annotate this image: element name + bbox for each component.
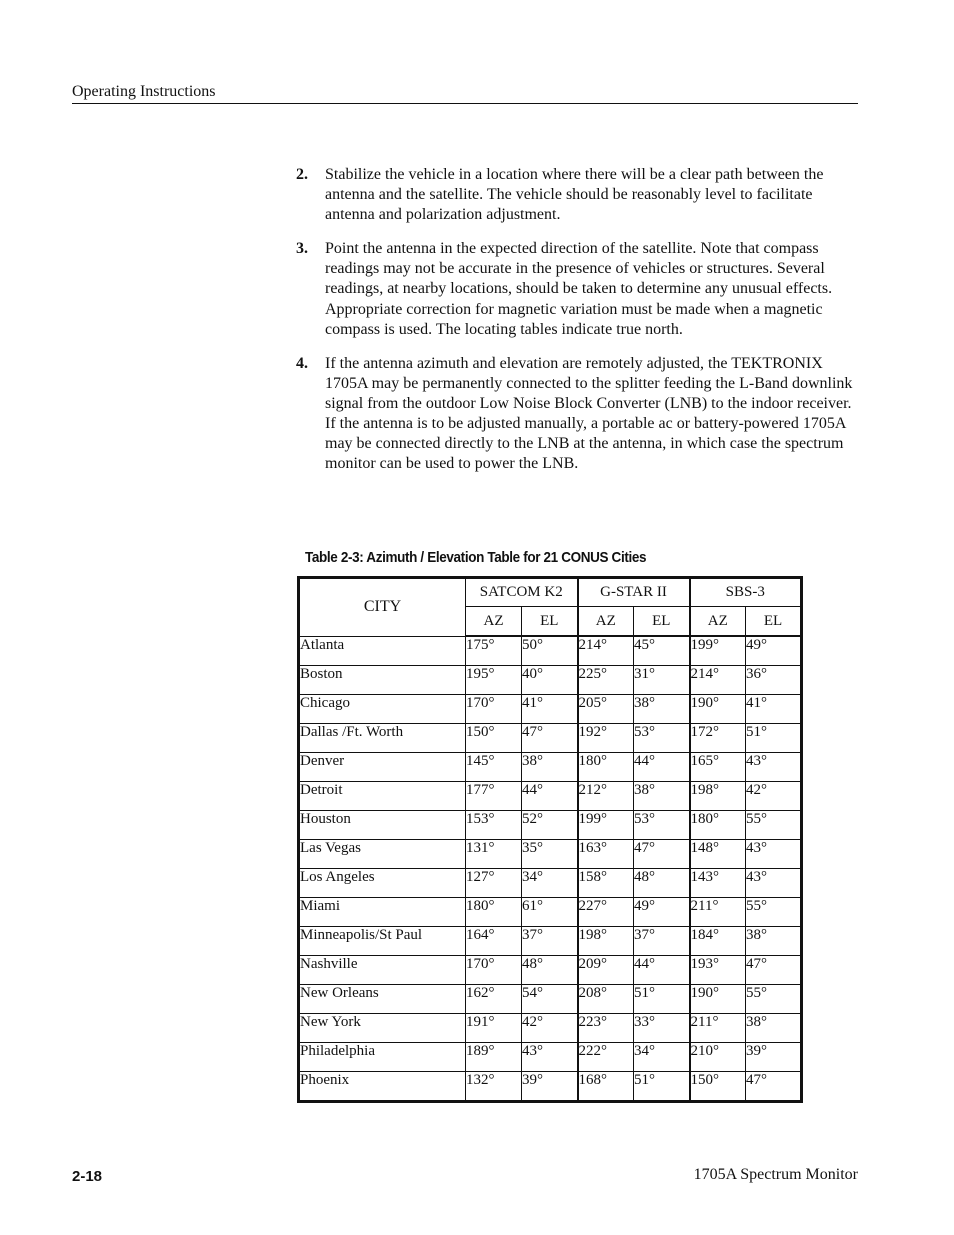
step-item xyxy=(296,354,862,475)
satellite-group-header: SATCOM K2 xyxy=(466,578,578,607)
table-row xyxy=(299,694,802,723)
azimuth-cell: 170° xyxy=(466,955,522,984)
azimuth-cell: 192° xyxy=(578,723,634,752)
table-row xyxy=(299,665,802,694)
city-cell: Dallas /Ft. Worth xyxy=(299,723,466,752)
azimuth-cell: 143° xyxy=(690,868,746,897)
table-row xyxy=(299,752,802,781)
azimuth-cell: 208° xyxy=(578,984,634,1013)
azimuth-cell: 162° xyxy=(466,984,522,1013)
elevation-cell: 48° xyxy=(634,868,690,897)
table-row xyxy=(299,984,802,1013)
running-header xyxy=(72,82,858,104)
azimuth-cell: 191° xyxy=(466,1013,522,1042)
elevation-cell: 47° xyxy=(522,723,578,752)
elevation-cell: 43° xyxy=(522,1042,578,1071)
page-number: 2-18 xyxy=(72,1168,103,1185)
az-header: AZ xyxy=(690,607,746,637)
azimuth-cell: 163° xyxy=(578,839,634,868)
azimuth-cell: 170° xyxy=(466,694,522,723)
azimuth-cell: 198° xyxy=(578,926,634,955)
elevation-cell: 47° xyxy=(746,955,802,984)
azimuth-cell: 164° xyxy=(466,926,522,955)
elevation-cell: 38° xyxy=(522,752,578,781)
elevation-cell: 41° xyxy=(522,694,578,723)
azimuth-cell: 150° xyxy=(690,1071,746,1101)
step-text: Stabilize the vehicle in a location where there will be a clear path between the antenna and the satellite. The vehicle should be reasonably level to facilitate antenna and polarization adjustment. xyxy=(325,166,824,224)
elevation-cell: 53° xyxy=(634,723,690,752)
city-cell: Phoenix xyxy=(299,1071,466,1101)
azimuth-cell: 180° xyxy=(578,752,634,781)
elevation-cell: 33° xyxy=(634,1013,690,1042)
elevation-cell: 38° xyxy=(746,1013,802,1042)
azimuth-cell: 180° xyxy=(690,810,746,839)
elevation-cell: 49° xyxy=(746,636,802,665)
city-column-header: CITY xyxy=(299,578,466,637)
elevation-cell: 55° xyxy=(746,984,802,1013)
elevation-cell: 51° xyxy=(746,723,802,752)
azimuth-cell: 177° xyxy=(466,781,522,810)
azimuth-cell: 131° xyxy=(466,839,522,868)
city-cell: Chicago xyxy=(299,694,466,723)
elevation-cell: 51° xyxy=(634,1071,690,1101)
table-row xyxy=(299,1042,802,1071)
elevation-cell: 36° xyxy=(746,665,802,694)
city-cell: New York xyxy=(299,1013,466,1042)
table-row xyxy=(299,781,802,810)
azimuth-cell: 175° xyxy=(466,636,522,665)
azimuth-cell: 223° xyxy=(578,1013,634,1042)
elevation-cell: 40° xyxy=(522,665,578,694)
step-number: 3. xyxy=(296,240,308,258)
elevation-cell: 44° xyxy=(634,955,690,984)
azimuth-cell: 158° xyxy=(578,868,634,897)
elevation-cell: 35° xyxy=(522,839,578,868)
azimuth-cell: 199° xyxy=(690,636,746,665)
elevation-cell: 49° xyxy=(634,897,690,926)
elevation-cell: 43° xyxy=(746,868,802,897)
city-cell: Las Vegas xyxy=(299,839,466,868)
azimuth-cell: 165° xyxy=(690,752,746,781)
city-cell: Detroit xyxy=(299,781,466,810)
azimuth-cell: 211° xyxy=(690,897,746,926)
az-header: AZ xyxy=(578,607,634,637)
azimuth-elevation-table xyxy=(297,576,803,1103)
city-cell: Houston xyxy=(299,810,466,839)
azimuth-cell: 189° xyxy=(466,1042,522,1071)
table-row xyxy=(299,810,802,839)
azimuth-cell: 225° xyxy=(578,665,634,694)
elevation-cell: 51° xyxy=(634,984,690,1013)
satellite-group-header: G-STAR II xyxy=(578,578,690,607)
step-text: Point the antenna in the expected direction of the satellite. Note that compass readings may not be accurate in the presence of vehicles or structures. Several readings, at nearby locations, should be taken to determine any unusual effects. Appropriate correction for magnetic variation must be made when a magnetic compass is used. The locating tables indicate true north. xyxy=(325,240,833,338)
azimuth-cell: 168° xyxy=(578,1071,634,1101)
azimuth-cell: 193° xyxy=(690,955,746,984)
section-title: Operating Instructions xyxy=(72,83,216,100)
step-number: 4. xyxy=(296,354,308,372)
table-row xyxy=(299,897,802,926)
azimuth-cell: 132° xyxy=(466,1071,522,1101)
elevation-cell: 39° xyxy=(522,1071,578,1101)
table-row xyxy=(299,1071,802,1101)
azimuth-cell: 227° xyxy=(578,897,634,926)
table-row xyxy=(299,955,802,984)
table-row xyxy=(299,1013,802,1042)
azimuth-cell: 209° xyxy=(578,955,634,984)
el-header: EL xyxy=(522,607,578,637)
elevation-cell: 38° xyxy=(634,694,690,723)
elevation-cell: 48° xyxy=(522,955,578,984)
elevation-cell: 43° xyxy=(746,752,802,781)
el-header: EL xyxy=(746,607,802,637)
azimuth-cell: 190° xyxy=(690,694,746,723)
elevation-cell: 54° xyxy=(522,984,578,1013)
table-body xyxy=(299,636,802,1101)
azimuth-cell: 214° xyxy=(578,636,634,665)
elevation-cell: 44° xyxy=(634,752,690,781)
city-cell: Miami xyxy=(299,897,466,926)
azimuth-cell: 148° xyxy=(690,839,746,868)
city-cell: Denver xyxy=(299,752,466,781)
product-name: 1705A Spectrum Monitor xyxy=(693,1166,858,1183)
procedure-steps xyxy=(296,165,862,488)
elevation-cell: 34° xyxy=(522,868,578,897)
azimuth-cell: 180° xyxy=(466,897,522,926)
azimuth-cell: 153° xyxy=(466,810,522,839)
azimuth-cell: 214° xyxy=(690,665,746,694)
elevation-cell: 47° xyxy=(746,1071,802,1101)
azimuth-cell: 172° xyxy=(690,723,746,752)
step-item xyxy=(296,165,862,225)
azimuth-cell: 211° xyxy=(690,1013,746,1042)
city-cell: New Orleans xyxy=(299,984,466,1013)
city-cell: Boston xyxy=(299,665,466,694)
table-row xyxy=(299,723,802,752)
azimuth-cell: 145° xyxy=(466,752,522,781)
city-cell: Minneapolis/St Paul xyxy=(299,926,466,955)
city-cell: Philadelphia xyxy=(299,1042,466,1071)
elevation-cell: 39° xyxy=(746,1042,802,1071)
azimuth-cell: 199° xyxy=(578,810,634,839)
elevation-cell: 52° xyxy=(522,810,578,839)
azimuth-cell: 190° xyxy=(690,984,746,1013)
elevation-cell: 53° xyxy=(634,810,690,839)
elevation-cell: 50° xyxy=(522,636,578,665)
table-row xyxy=(299,636,802,665)
elevation-cell: 55° xyxy=(746,810,802,839)
city-cell: Nashville xyxy=(299,955,466,984)
elevation-cell: 55° xyxy=(746,897,802,926)
step-text: If the antenna azimuth and elevation are remotely adjusted, the TEKTRONIX 1705A may be permanently connected to the splitter feeding the L-Band downlink signal from the outdoor Low Noise Block Converter (LNB) to the indoor receiver. If the antenna is to be adjusted manually, a portable ac or battery-powered 1705A may be connected directly to the LNB at the antenna, in which case the spectrum monitor can be used to power the LNB. xyxy=(325,354,853,473)
city-cell: Los Angeles xyxy=(299,868,466,897)
elevation-cell: 61° xyxy=(522,897,578,926)
azimuth-cell: 195° xyxy=(466,665,522,694)
azimuth-cell: 184° xyxy=(690,926,746,955)
elevation-cell: 34° xyxy=(634,1042,690,1071)
elevation-cell: 42° xyxy=(746,781,802,810)
azimuth-cell: 198° xyxy=(690,781,746,810)
table-row xyxy=(299,926,802,955)
elevation-cell: 42° xyxy=(522,1013,578,1042)
elevation-cell: 38° xyxy=(746,926,802,955)
table-row xyxy=(299,839,802,868)
elevation-cell: 37° xyxy=(634,926,690,955)
azimuth-cell: 210° xyxy=(690,1042,746,1071)
elevation-cell: 43° xyxy=(746,839,802,868)
elevation-cell: 41° xyxy=(746,694,802,723)
az-header: AZ xyxy=(466,607,522,637)
elevation-cell: 37° xyxy=(522,926,578,955)
elevation-cell: 38° xyxy=(634,781,690,810)
azimuth-cell: 212° xyxy=(578,781,634,810)
azimuth-cell: 150° xyxy=(466,723,522,752)
table-caption: Table 2-3: Azimuth / Elevation Table for 21 CONUS Cities xyxy=(305,549,647,566)
azimuth-cell: 127° xyxy=(466,868,522,897)
elevation-cell: 31° xyxy=(634,665,690,694)
table-row xyxy=(299,868,802,897)
elevation-cell: 47° xyxy=(634,839,690,868)
step-number: 2. xyxy=(296,166,308,183)
elevation-cell: 44° xyxy=(522,781,578,810)
el-header: EL xyxy=(634,607,690,637)
step-item xyxy=(296,239,862,339)
satellite-group-header: SBS-3 xyxy=(690,578,802,607)
elevation-cell: 45° xyxy=(634,636,690,665)
azimuth-cell: 222° xyxy=(578,1042,634,1071)
azimuth-cell: 205° xyxy=(578,694,634,723)
city-cell: Atlanta xyxy=(299,636,466,665)
